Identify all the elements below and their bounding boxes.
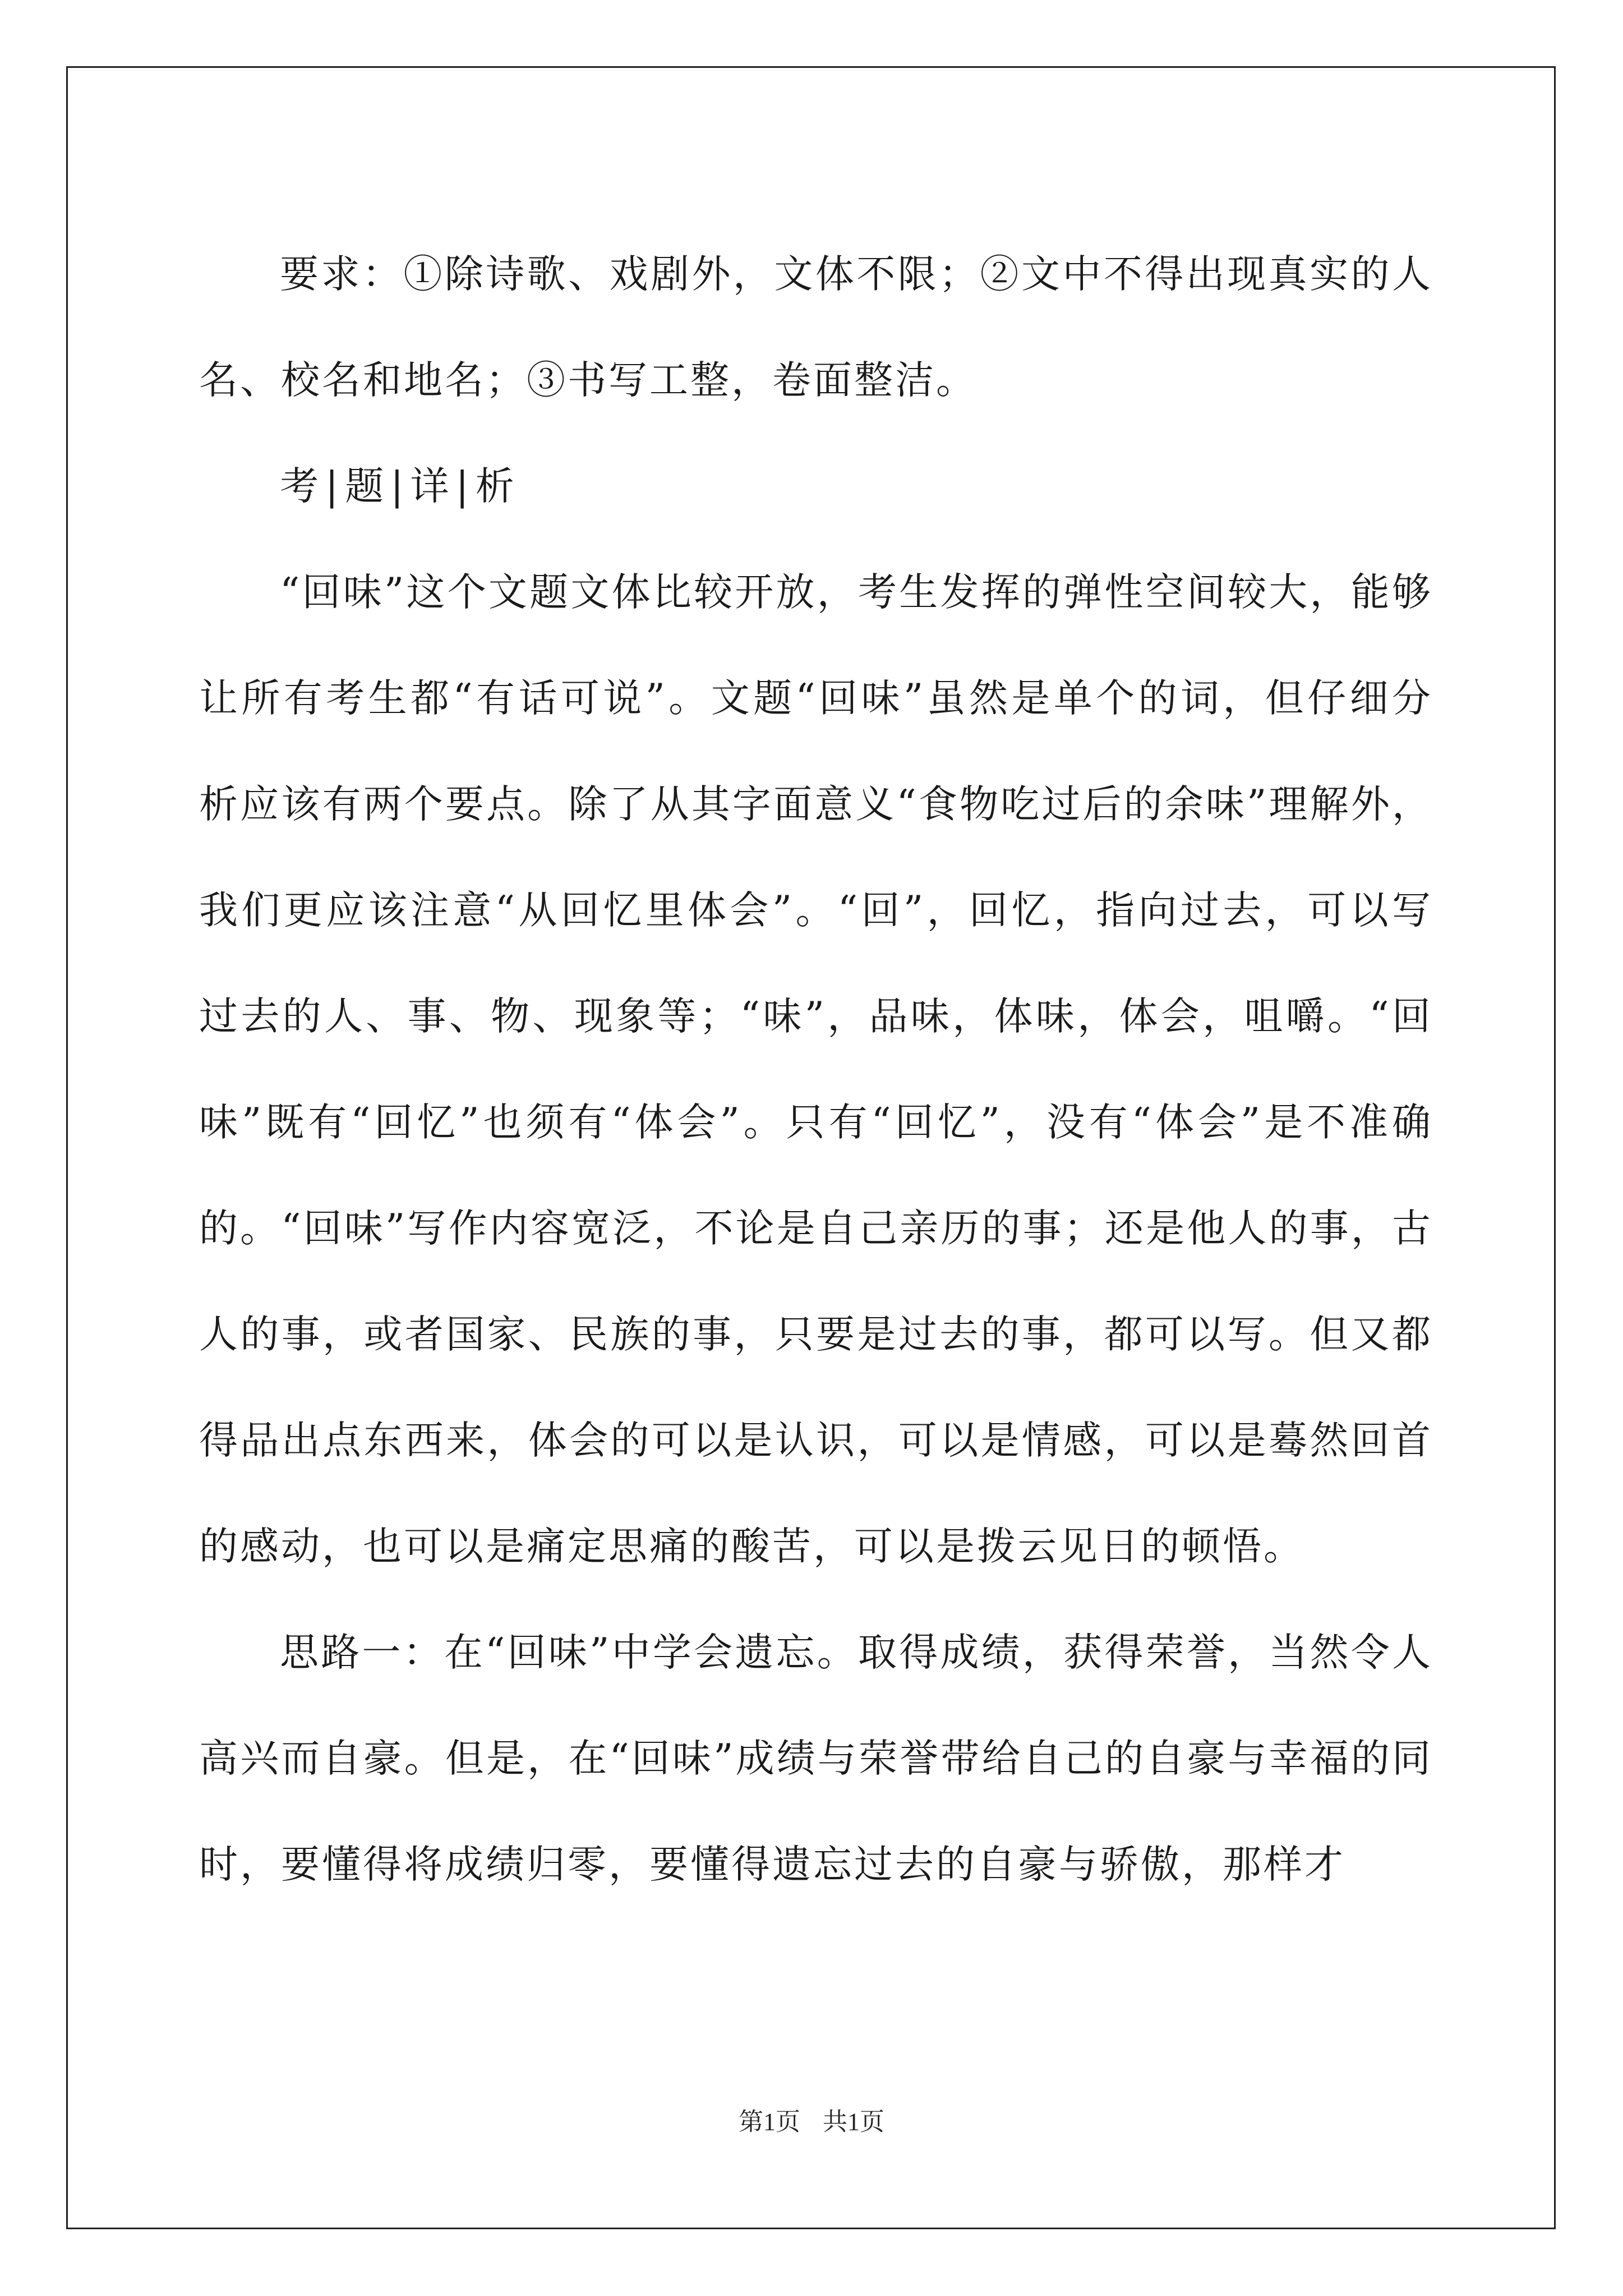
page-number: 第1页 <box>739 2108 800 2136</box>
approach-one-paragraph: 思路一：在“回味”中学会遗忘。取得成绩，获得荣誉，当然令人高兴而自豪。但是，在“回味”成绩与荣誉带给自己的自豪与幸福的同时，要懂得将成绩归零，要懂得遗忘过去的自豪与骄傲，那样才 <box>199 1630 1433 1887</box>
page-footer <box>0 2101 1623 2137</box>
analysis-paragraph: “回味”这个文题文体比较开放，考生发挥的弹性空间较大，能够让所有考生都“有话可说”。文题“回味”虽然是单个的词，但仔细分析应该有两个要点。除了从其字面意义“食物吃过后的余味”理解外，我们更应该注意“从回忆里体会”。“回”，回忆，指向过去，可以写过去的人、事、物、现象等；“味”，品味，体味，体会，咀嚼。“回味”既有“回忆”也须有“体会”。只有“回忆”，没有“体会”是不准确的。“回味”写作内容宽泛，不论是自己亲历的事；还是他人的事，古人的事，或者国家、民族的事，只要是过去的事，都可以写。但又都得品出点东西来，体会的可以是认识，可以是情感，可以是蓦然回首的感动，也可以是痛定思痛的酸苦，可以是拨云见日的顿悟。 <box>199 570 1433 1569</box>
page-total: 共1页 <box>823 2108 884 2136</box>
section-heading: 考|题|详|析 <box>280 464 521 509</box>
document-body <box>199 222 1433 1918</box>
requirements-paragraph: 要求：①除诗歌、戏剧外，文体不限；②文中不得出现真实的人名、校名和地名；③书写工整，卷面整洁。 <box>199 252 1433 403</box>
